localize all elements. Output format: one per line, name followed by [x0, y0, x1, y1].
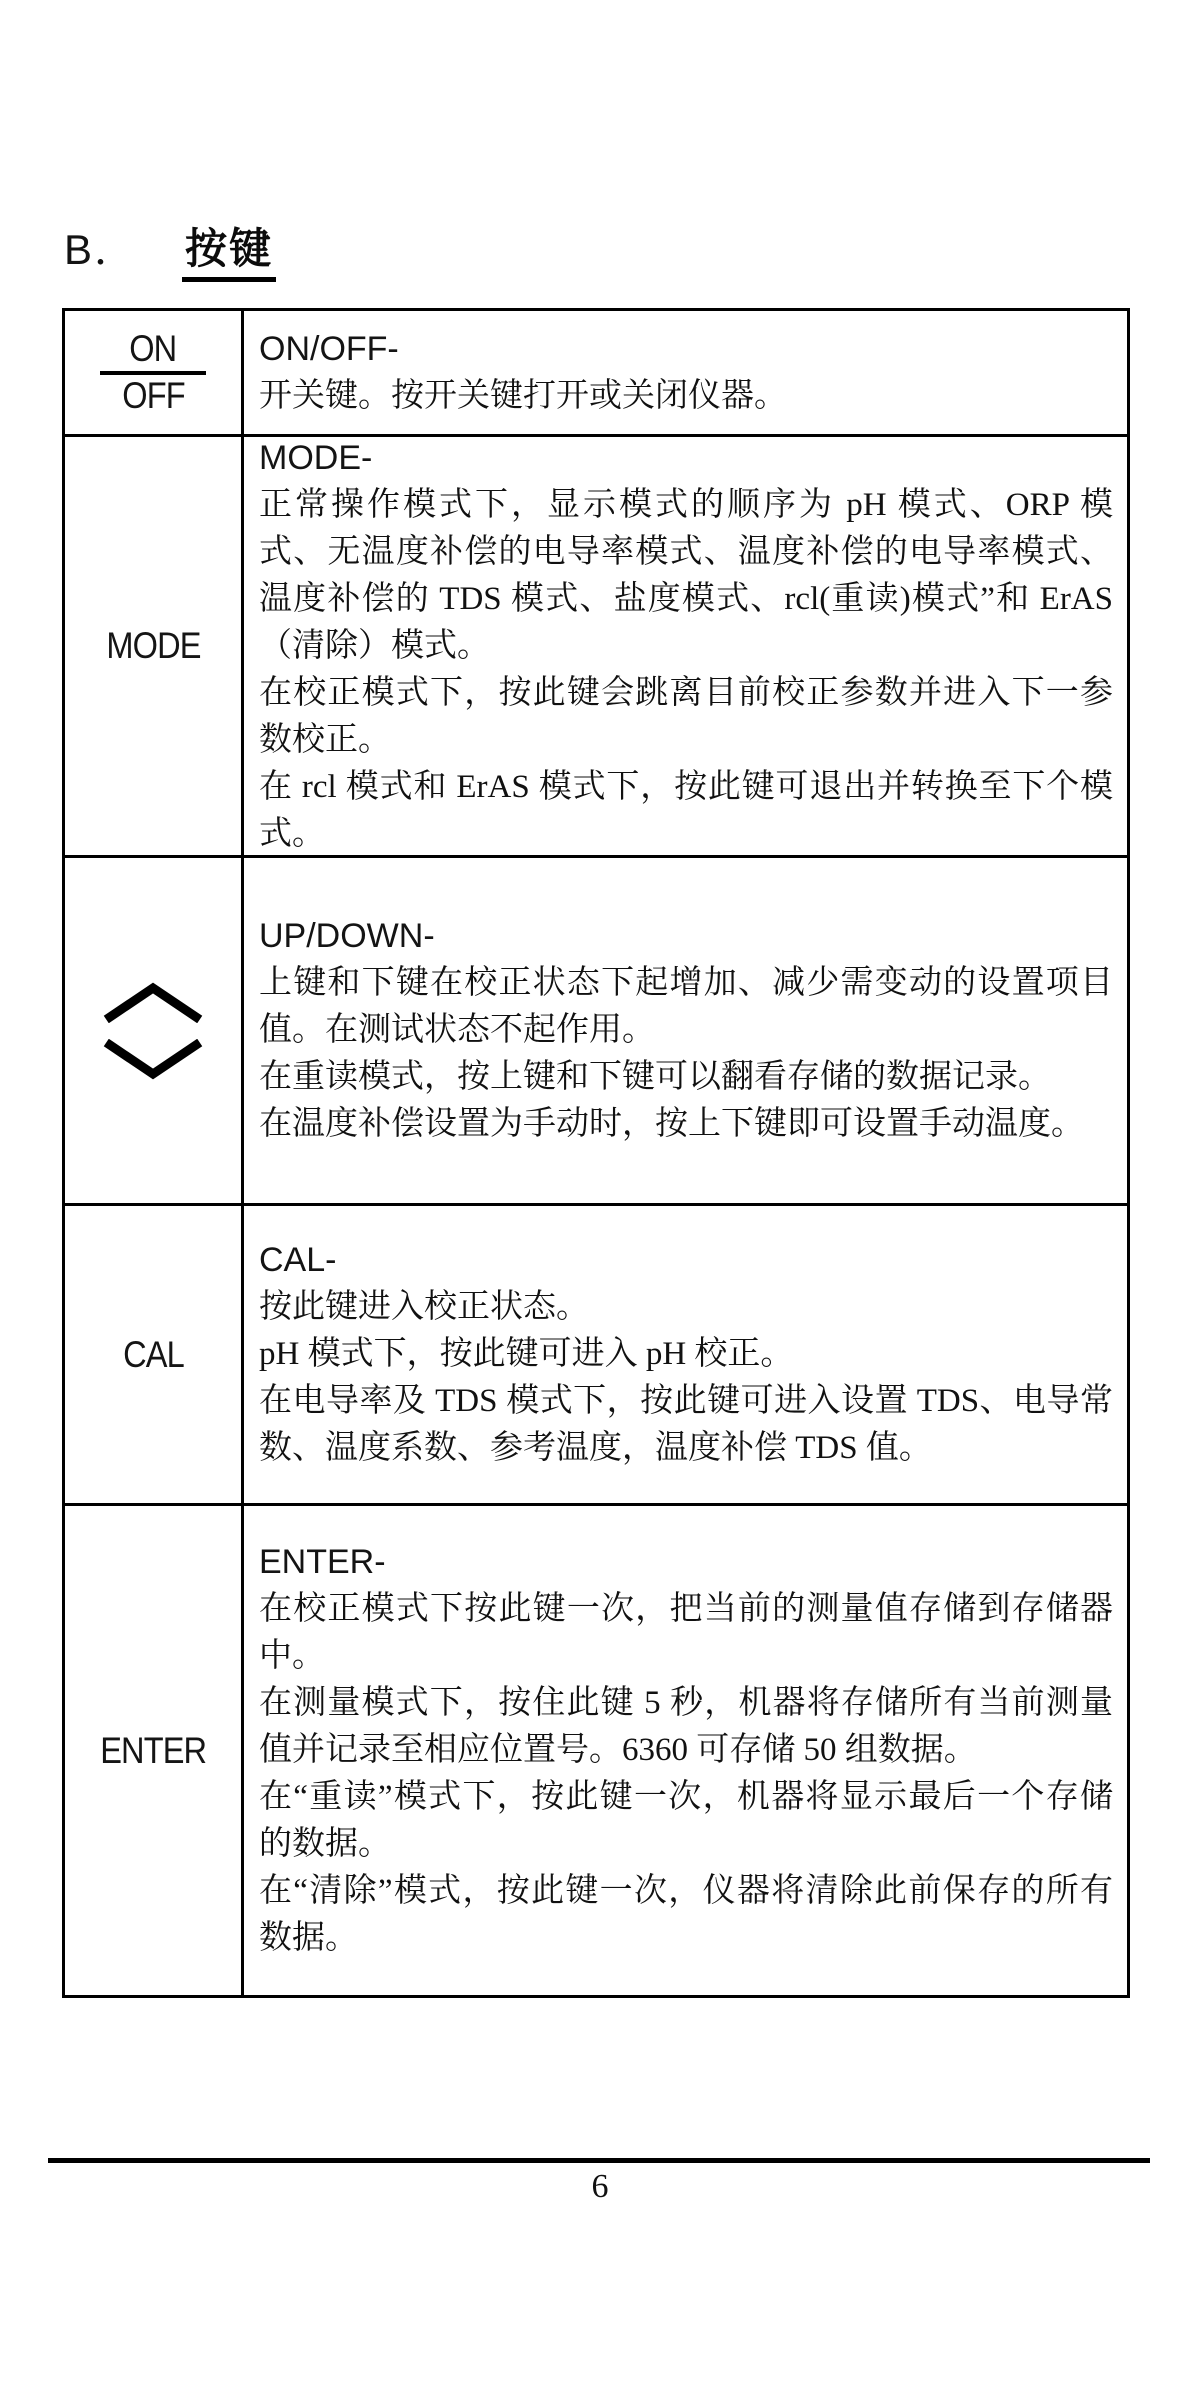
key-cell-enter — [65, 1506, 244, 1995]
desc-cell-mode — [244, 437, 1127, 855]
paragraph: 按此键进入校正状态。 — [259, 1289, 589, 1325]
paragraph: 在电导率及 TDS 模式下，按此键可进入设置 TDS、电导常数、温度系数、参考温度，温度补偿 TDS 值。 — [259, 1383, 1113, 1466]
paragraph: 在重读模式，按上键和下键可以翻看存储的数据记录。 — [259, 1059, 1051, 1095]
desc-cell-updown — [244, 858, 1127, 1203]
row-title: MODE- — [259, 438, 373, 477]
table-row-cal — [65, 1206, 1127, 1506]
paragraph: 正常操作模式下，显示模式的顺序为 pH 模式、ORP 模式、无温度补偿的电导率模式、温度补偿的电导率模式、温度补偿的 TDS 模式、盐度模式、rcl(重读)模式”和 ErAS（清除）模式。 — [259, 486, 1113, 664]
paragraph: 在校正模式下按此键一次，把当前的测量值存储到存储器中。 — [259, 1591, 1113, 1674]
key-cell-cal — [65, 1206, 244, 1503]
paragraph: pH 模式下，按此键可进入 pH 校正。 — [259, 1336, 794, 1372]
table-row-onoff — [65, 311, 1127, 437]
paragraph: 在温度补偿设置为手动时，按上下键即可设置手动温度。 — [259, 1106, 1084, 1142]
paragraph: 在 rcl 模式和 ErAS 模式下，按此键可退出并转换至下个模式。 — [259, 768, 1113, 852]
desc-cell-enter — [244, 1506, 1127, 1995]
chevron-up-icon — [103, 981, 203, 1023]
cal-key-label: CAL — [122, 1333, 184, 1375]
desc-cell-onoff — [244, 311, 1127, 434]
footer-rule — [48, 2158, 1150, 2163]
desc-cell-cal — [244, 1206, 1127, 1503]
row-title: UP/DOWN- — [259, 917, 435, 955]
row-title: CAL- — [259, 1241, 337, 1279]
page-title: 按键 — [182, 226, 276, 282]
chevron-down-icon — [103, 1039, 203, 1081]
page-number: 6 — [591, 2168, 609, 2205]
keys-table — [62, 308, 1130, 1998]
off-label: OFF — [121, 375, 185, 416]
table-row-updown — [65, 858, 1127, 1206]
key-cell-mode — [65, 437, 244, 855]
onoff-key-glyph — [100, 329, 206, 416]
table-row-mode — [65, 437, 1127, 858]
paragraph: 上键和下键在校正状态下起增加、减少需变动的设置项目值。在测试状态不起作用。 — [259, 965, 1113, 1048]
key-cell-onoff — [65, 311, 244, 434]
section-label: B． — [64, 226, 139, 273]
paragraph: 开关键。按开关键打开或关闭仪器。 — [259, 377, 787, 414]
paragraph: 在“清除”模式，按此键一次，仪器将清除此前保存的所有数据。 — [259, 1873, 1113, 1956]
key-cell-updown — [65, 858, 244, 1203]
paragraph: 在测量模式下，按住此键 5 秒，机器将存储所有当前测量值并记录至相应位置号。6360 可存储 50 组数据。 — [259, 1685, 1113, 1768]
updown-key-glyph — [103, 981, 203, 1081]
mode-key-label: MODE — [105, 625, 201, 666]
enter-key-label: ENTER — [100, 1729, 206, 1771]
table-row-enter — [65, 1506, 1127, 1995]
paragraph: 在校正模式下，按此键会跳离目前校正参数并进入下一参数校正。 — [259, 674, 1113, 758]
section-heading — [64, 226, 276, 282]
row-title: ON/OFF- — [259, 329, 399, 368]
row-title: ENTER- — [259, 1543, 386, 1581]
paragraph: 在“重读”模式下，按此键一次，机器将显示最后一个存储的数据。 — [259, 1779, 1113, 1862]
on-label: ON — [129, 328, 177, 369]
